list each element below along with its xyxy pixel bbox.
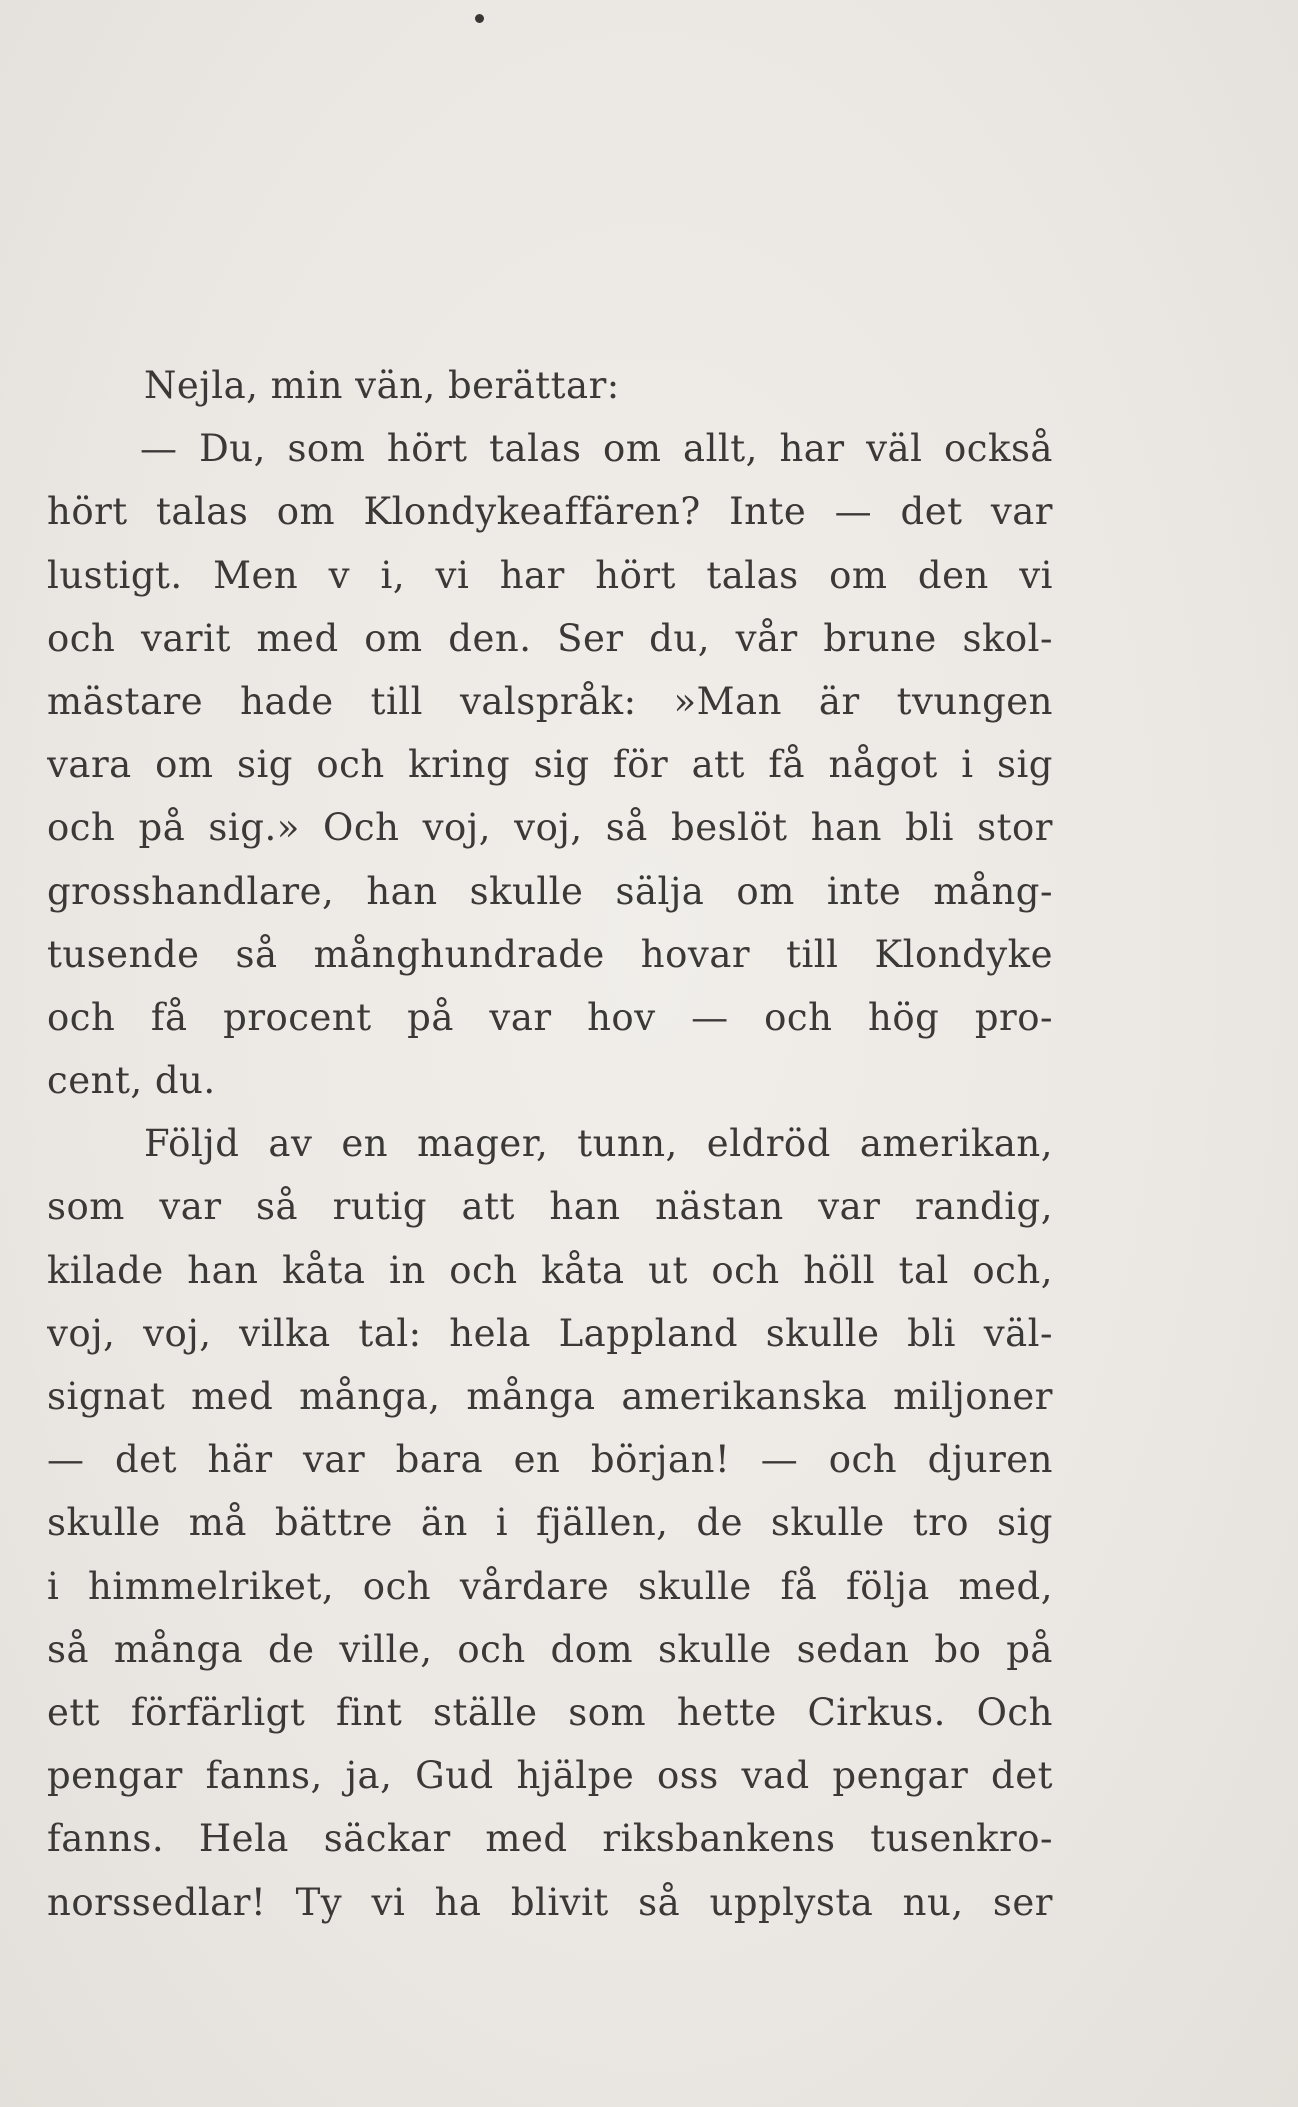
text-line: — det här var bara en början! — och djuren (47, 1438, 1053, 1482)
text-line: Nejla, min vän, berättar: (144, 364, 620, 407)
text-line: norssedlar! Ty vi ha blivit så upplysta nu, ser (47, 1880, 1053, 1924)
text-line: vara om sig och kring sig för att få något i sig (47, 743, 1053, 787)
text-line: — Du, som hört talas om allt, har väl också (140, 427, 1053, 471)
body-text (47, 354, 1053, 1934)
text-line: tusende så månghundrade hovar till Klondyke (47, 932, 1053, 976)
text-line: som var så rutig att han nästan var randig, (47, 1185, 1053, 1229)
text-line: och varit med om den. Ser du, vår brune skol- (47, 616, 1053, 660)
text-line: cent, du. (47, 1059, 216, 1103)
text-line: hört talas om Klondykeaffären? Inte — det var (47, 490, 1053, 534)
text-line: pengar fanns, ja, Gud hjälpe oss vad pengar det (47, 1754, 1053, 1798)
text-line: ett förfärligt fint ställe som hette Cirkus. Och (47, 1690, 1053, 1734)
text-line: kilade han kåta in och kåta ut och höll tal och, (47, 1248, 1053, 1292)
text-line: skulle må bättre än i fjällen, de skulle tro sig (47, 1501, 1053, 1545)
text-line: och få procent på var hov — och hög pro- (47, 995, 1053, 1039)
text-line: voj, voj, vilka tal: hela Lappland skulle bli väl- (47, 1311, 1053, 1355)
text-line: och på sig.» Och voj, voj, så beslöt han bli stor (47, 806, 1053, 850)
text-line: grosshandlare, han skulle sälja om inte mång- (47, 869, 1053, 913)
text-line: fanns. Hela säckar med riksbankens tusenkro- (47, 1817, 1053, 1861)
text-line: lustigt. Men v i, vi har hört talas om den vi (47, 553, 1053, 597)
text-line: så många de ville, och dom skulle sedan bo på (47, 1627, 1053, 1671)
text-line: Följd av en mager, tunn, eldröd amerikan, (144, 1122, 1053, 1166)
ink-speck (475, 14, 484, 23)
text-line: mästare hade till valspråk: »Man är tvungen (47, 679, 1053, 723)
text-line: signat med många, många amerikanska miljoner (47, 1375, 1053, 1418)
text-line: i himmelriket, och vårdare skulle få följa med, (47, 1564, 1053, 1608)
